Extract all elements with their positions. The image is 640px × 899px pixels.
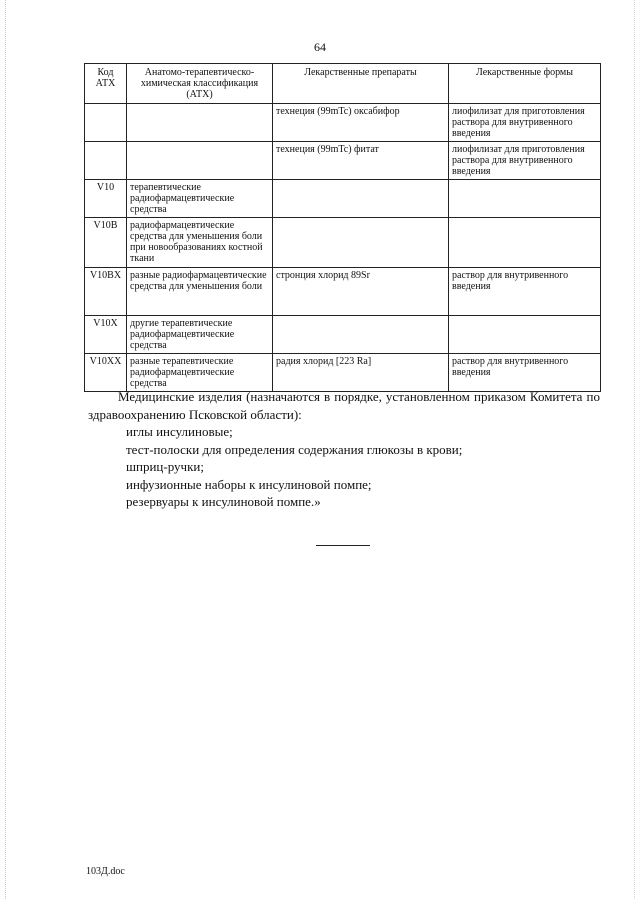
table-row	[85, 142, 601, 180]
header-forms: Лекарственные формы	[449, 64, 601, 104]
list-item: инфузионные наборы к инсулиновой помпе;	[126, 476, 372, 492]
cell-form	[449, 316, 601, 354]
list-item: тест-полоски для определения содержания глюкозы в крови;	[126, 441, 463, 457]
table-row	[85, 268, 601, 316]
cell-form: лиофилизат для приготовления раствора для внутривенного введения	[449, 142, 601, 180]
cell-drug	[273, 316, 449, 354]
cell-drug	[273, 180, 449, 218]
header-code: Код АТХ	[85, 64, 127, 104]
cell-form: раствор для внутривенного введения	[449, 354, 601, 392]
cell-form	[449, 180, 601, 218]
cell-classification	[127, 142, 273, 180]
end-divider-line	[316, 545, 370, 546]
table-row	[85, 218, 601, 268]
atx-table	[84, 63, 601, 392]
header-classification: Анатомо-терапевтическо-химическая классификация (АТХ)	[127, 64, 273, 104]
header-drugs: Лекарственные препараты	[273, 64, 449, 104]
medical-devices-section	[88, 388, 600, 511]
cell-drug: технеция (99mTc) фитат	[273, 142, 449, 180]
page-number: 64	[314, 40, 326, 54]
cell-drug: технеция (99mTc) оксабифор	[273, 104, 449, 142]
list-item: резервуары к инсулиновой помпе.»	[126, 494, 321, 509]
cell-form: лиофилизат для приготовления раствора для внутривенного введения	[449, 104, 601, 142]
table-row	[85, 354, 601, 392]
footer-filename: 103Д.doc	[86, 866, 125, 877]
cell-code: V10B	[85, 218, 127, 268]
cell-classification: терапевтические радиофармацевтические средства	[127, 180, 273, 218]
table-row	[85, 316, 601, 354]
cell-classification: радиофармацевтические средства для уменьшения боли при новообразованиях костной ткани	[127, 218, 273, 268]
cell-classification: разные терапевтические радиофармацевтические средства	[127, 354, 273, 392]
list-item: иглы инсулиновые;	[126, 424, 233, 439]
cell-code: V10BX	[85, 268, 127, 316]
cell-form: раствор для внутривенного введения	[449, 268, 601, 316]
scan-edge-left	[5, 0, 7, 899]
cell-classification: другие терапевтические радиофармацевтические средства	[127, 316, 273, 354]
cell-code	[85, 142, 127, 180]
table-row	[85, 104, 601, 142]
table-header-row	[85, 64, 601, 104]
cell-form	[449, 218, 601, 268]
cell-code	[85, 104, 127, 142]
scan-edge-right	[634, 0, 636, 899]
cell-code: V10	[85, 180, 127, 218]
cell-drug: стронция хлорид 89Sr	[273, 268, 449, 316]
cell-drug	[273, 218, 449, 268]
cell-code: V10XX	[85, 354, 127, 392]
cell-classification: разные радиофармацевтические средства для уменьшения боли	[127, 268, 273, 316]
cell-drug: радия хлорид [223 Ra]	[273, 354, 449, 392]
table-row	[85, 180, 601, 218]
medical-devices-intro: Медицинские изделия (назначаются в порядке, установленном приказом Комитета по здравоохранению Псковской области):	[88, 389, 600, 422]
medical-devices-list	[88, 423, 600, 511]
list-item: шприц-ручки;	[126, 459, 204, 474]
cell-code: V10X	[85, 316, 127, 354]
cell-classification	[127, 104, 273, 142]
